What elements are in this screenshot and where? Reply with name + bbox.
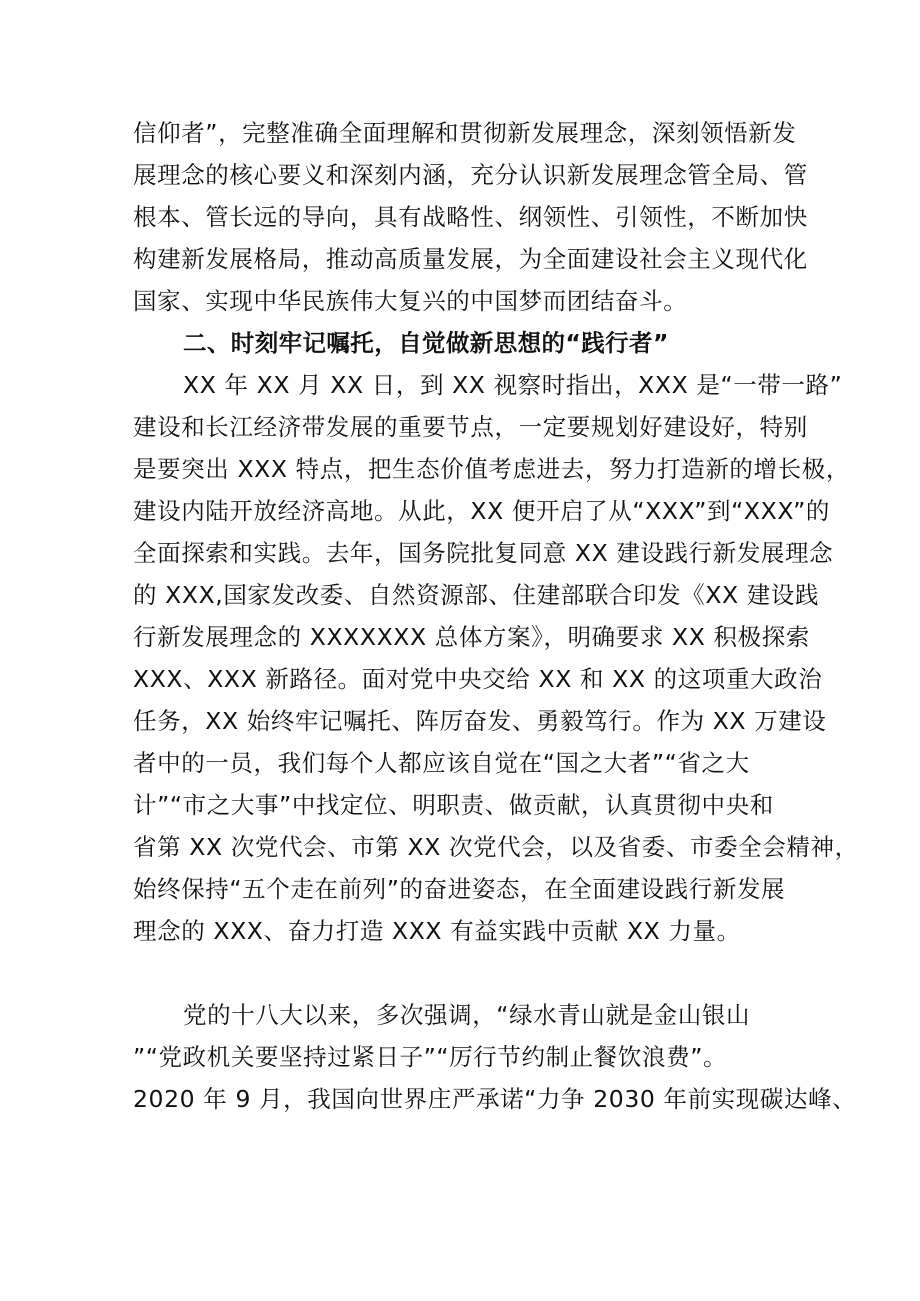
paragraph-3-line: ”“党政机关要坚持过紧日子”“厉行节约制止餐饮浪费”。 bbox=[133, 1043, 728, 1071]
paragraph-2-line: 是要突出 XXX 特点，把生态价值考虑进去，努力打造新的增长极， bbox=[133, 455, 850, 483]
paragraph-3-line: 党的十八大以来，多次强调，“绿水青山就是金山银山 bbox=[183, 1001, 751, 1029]
paragraph-1-line: 根本、管长远的导向，具有战略性、纲领性、引领性，不断加快 bbox=[133, 203, 808, 231]
paragraph-2-line: 全面探索和实践。去年，国务院批复同意 XX 建设践行新发展理念 bbox=[133, 539, 834, 567]
paragraph-2-line: XXX、XXX 新路径。面对党中央交给 XX 和 XX 的这项重大政治 bbox=[133, 665, 823, 693]
paragraph-3-line: 2020 年 9 月，我国向世界庄严承诺“力争 2030 年前实现碳达峰、 bbox=[133, 1085, 857, 1113]
paragraph-2-line: 始终保持“五个走在前列”的奋进姿态，在全面建设践行新发展 bbox=[133, 875, 786, 903]
paragraph-2-line: 理念的 XXX、奋力打造 XXX 有益实践中贡献 XX 力量。 bbox=[133, 917, 741, 945]
paragraph-2-line: 任务，XX 始终牢记嘱托、阵厉奋发、勇毅笃行。作为 XX 万建设 bbox=[133, 707, 827, 735]
paragraph-2-line: 建设和长江经济带发展的重要节点，一定要规划好建设好，特别 bbox=[133, 413, 808, 441]
paragraph-1-line: 信仰者”，完整准确全面理解和贯彻新发展理念，深刻领悟新发 bbox=[133, 119, 797, 147]
paragraph-2-line: 者中的一员，我们每个人都应该自觉在“国之大者”“省之大 bbox=[133, 749, 750, 777]
paragraph-1-line: 国家、实现中华民族伟大复兴的中国梦而团结奋斗。 bbox=[133, 287, 688, 315]
section-heading: 二、时刻牢记嘱托，自觉做新思想的“践行者” bbox=[183, 329, 669, 357]
paragraph-2-line: 的 XXX,国家发改委、自然资源部、住建部联合印发《XX 建设践 bbox=[133, 581, 820, 609]
paragraph-2-line: 建设内陆开放经济高地。从此，XX 便开启了从“XXX”到“XXX”的 bbox=[133, 497, 830, 525]
paragraph-1-line: 展理念的核心要义和深刻内涵，充分认识新发展理念管全局、管 bbox=[133, 161, 808, 189]
paragraph-2-line: 计”“市之大事”中找定位、明职责、做贡献，认真贯彻中央和 bbox=[133, 791, 774, 819]
paragraph-1-line: 构建新发展格局，推动高质量发展，为全面建设社会主义现代化 bbox=[133, 245, 808, 273]
paragraph-2-line: XX 年 XX 月 XX 日，到 XX 视察时指出，XXX 是“一带一路” bbox=[183, 371, 843, 399]
paragraph-2-line: 行新发展理念的 XXXXXXX 总体方案》，明确要求 XX 积极探索 bbox=[133, 623, 810, 651]
paragraph-2-line: 省第 XX 次党代会、市第 XX 次党代会，以及省委、市委全会精神， bbox=[133, 833, 859, 861]
